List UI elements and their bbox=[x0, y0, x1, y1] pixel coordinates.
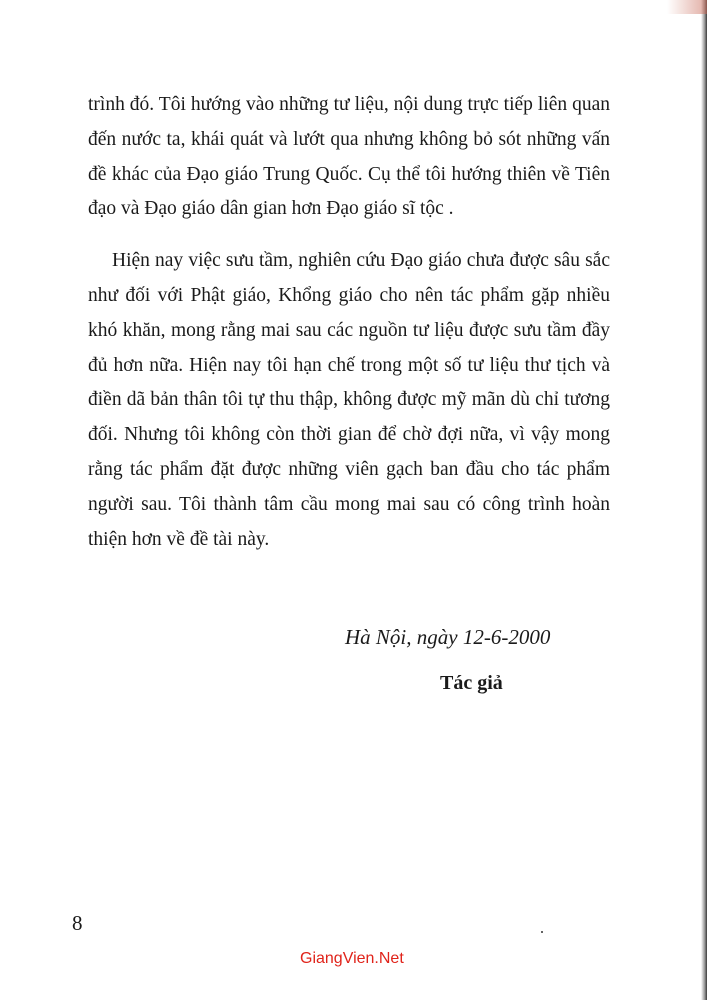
page-number: 8 bbox=[72, 911, 83, 935]
page-edge-shadow bbox=[701, 0, 707, 1000]
page-corner-shade bbox=[667, 0, 707, 14]
body-text bbox=[88, 88, 610, 557]
place-date: Hà Nội, ngày 12-6-2000 bbox=[345, 625, 551, 649]
watermark-link[interactable]: GiangVien.Net bbox=[300, 950, 404, 967]
scan-speck bbox=[541, 931, 543, 933]
paragraph-2: Hiện nay việc sưu tầm, nghiên cứu Đạo giáo chưa được sâu sắc như đối với Phật giáo, Khổng giáo cho nên tác phẩm gặp nhiều khó khăn, mong rằng mai sau các nguồn tư liệu được sưu tầm đầy đủ hơn nữa. Hiện nay tôi hạn chế trong một số tư liệu thư tịch và điền dã bản thân tôi tự thu thập, không được mỹ mãn dù chỉ tương đối. Nhưng tôi không còn thời gian để chờ đợi nữa, vì vậy mong rằng tác phẩm đặt được những viên gạch ban đầu cho tác phẩm người sau. Tôi thành tâm cầu mong mai sau có công trình hoàn thiện hơn về đề tài này. bbox=[88, 250, 610, 550]
paragraph-1: trình đó. Tôi hướng vào những tư liệu, nội dung trực tiếp liên quan đến nước ta, khái quát và lướt qua nhưng không bỏ sót những vấn đề khác của Đạo giáo Trung Quốc. Cụ thể tôi hướng thiên về Tiên đạo và Đạo giáo dân gian hơn Đạo giáo sĩ tộc . bbox=[88, 94, 610, 220]
author-signature: Tác giả bbox=[440, 672, 503, 694]
